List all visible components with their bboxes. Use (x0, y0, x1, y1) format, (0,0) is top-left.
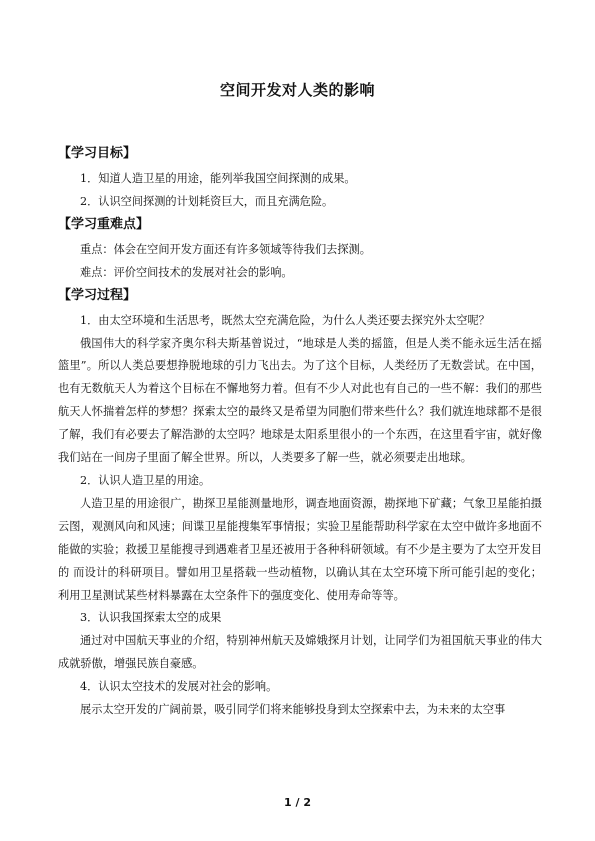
document-title: 空间开发对人类的影响 (219, 81, 375, 99)
process-question-3: 3．认识我国探索太空的成果 (80, 611, 222, 625)
document-body (58, 143, 542, 722)
key-point-focus: 重点：体会在空间开发方面还有许多领域等待我们去探测。 (80, 242, 371, 256)
process-question-4: 4．认识太空技术的发展对社会的影响。 (80, 680, 278, 694)
section-heading-key-points: 【学习重难点】 (58, 216, 150, 232)
process-paragraph-3: 通过对中国航天事业的介绍，特别神州航天及嫦娥探月计划，让同学们为祖国航天事业的伟大成就骄傲，增强民族自豪感。 (58, 634, 542, 671)
process-question-1: 1．由太空环境和生活思考，既然太空充满危险，为什么人类还要去探究外太空呢？ (80, 313, 490, 327)
page-number: 1 / 2 (284, 796, 311, 809)
section-heading-goals: 【学习目标】 (58, 146, 137, 161)
process-question-2: 2．认识人造卫星的用途。 (80, 473, 211, 487)
key-point-difficulty: 难点：评价空间技术的发展对社会的影响。 (80, 265, 293, 279)
process-paragraph-1: 俄国伟大的科学家齐奥尔科夫斯基曾说过，“地球是人类的摇篮，但是人类不能永远生活在摇篮里”。所以人类总要想挣脱地球的引力飞出去。为了这个目标，人类经历了无数尝试。在中国，也有无数航天人为着这个目标在不懈地努力着。但有不少人对此也有自己的一些不解：我们的那些航天人怀揣着怎样的梦想？探索太空的最终又是希望为同胞们带来些什么？我们就连地球都不是很了解，我们有必要去了解浩渺的太空吗？地球是太阳系里很小的一个东西，在这里看宇宙，就好像我们站在一间房子里面了解全世界。所以，人类要多了解一些，就必须要走出地球。 (58, 336, 542, 465)
goal-item-2: 2．认识空间探测的计划耗资巨大，而且充满危险。 (80, 194, 334, 208)
process-paragraph-4: 展示太空开发的广阔前景，吸引同学们将来能够投身到太空探索中去，为未来的太空事 (80, 703, 506, 717)
goal-item-1: 1．知道人造卫星的用途，能列举我国空间探测的成果。 (80, 172, 356, 185)
section-heading-process: 【学习过程】 (58, 287, 137, 303)
process-paragraph-2: 人造卫星的用途很广，勘探卫星能测量地形，调查地面资源，勘探地下矿藏；气象卫星能拍摄云图，观测风向和风速；间谍卫星能搜集军事情报；实验卫星能帮助科学家在太空中做许多地面不能做的实验；救援卫星能搜寻到遇难者卫星还被用于各种科研领域。有不少是主要为了太空开发目的 而设计的科研项目。譬如用卫星搭载一些动植物，以确认其在太空环境下所可能引起的变化；利用卫星测试某些材料暴露在太空条件下的强度变化、使用寿命等等。 (58, 496, 542, 602)
